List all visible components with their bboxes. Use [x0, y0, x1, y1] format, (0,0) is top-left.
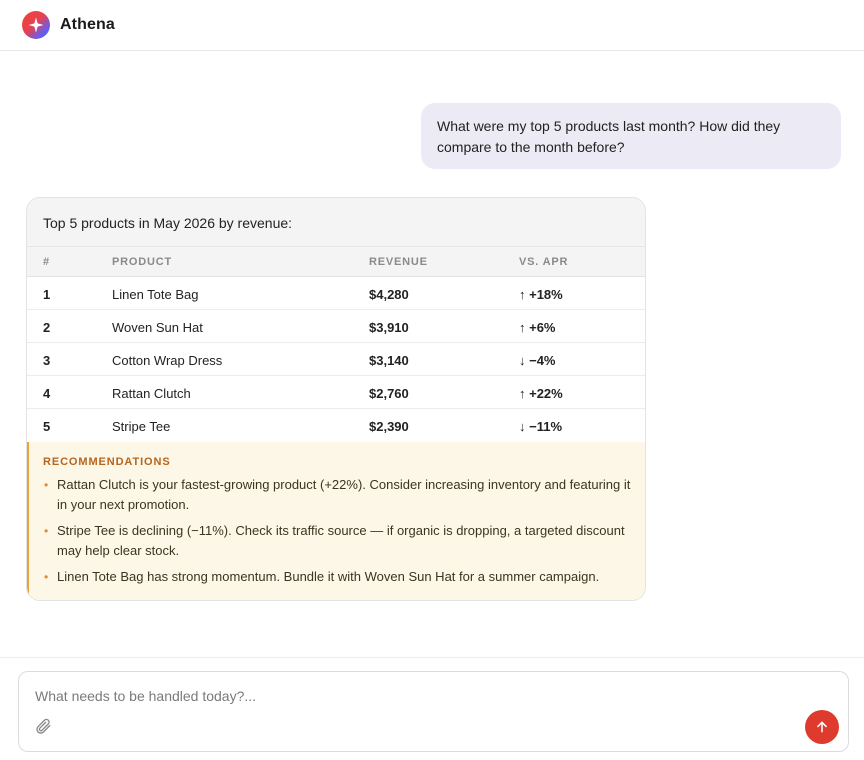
assistant-response-card — [26, 197, 646, 601]
rank-cell: 1 — [43, 287, 51, 302]
revenue-cell: $2,760 — [369, 386, 409, 401]
table-row — [27, 310, 645, 343]
recommendations-title: RECOMMENDATIONS — [43, 456, 171, 468]
arrow-up-icon — [815, 720, 829, 734]
column-header-product: PRODUCT — [112, 256, 172, 268]
table-row — [27, 343, 645, 376]
rank-cell: 4 — [43, 386, 51, 401]
change-cell: ↑ +18% — [519, 287, 563, 302]
product-cell: Rattan Clutch — [112, 386, 191, 401]
bullet-icon: • — [44, 524, 49, 538]
revenue-cell: $3,910 — [369, 320, 409, 335]
paperclip-icon[interactable] — [33, 716, 53, 736]
change-cell: ↓ −4% — [519, 353, 556, 368]
revenue-cell: $3,140 — [369, 353, 409, 368]
recommendation-item — [43, 521, 631, 561]
composer-box — [18, 671, 849, 752]
table-row — [27, 409, 645, 442]
column-header-rank: # — [43, 256, 50, 268]
bullet-icon: • — [44, 478, 49, 492]
recommendation-item — [43, 567, 631, 587]
product-cell: Cotton Wrap Dress — [112, 353, 223, 368]
rank-cell: 2 — [43, 320, 51, 335]
recommendation-item — [43, 475, 631, 515]
revenue-cell: $4,280 — [369, 287, 409, 302]
product-cell: Stripe Tee — [112, 419, 171, 434]
bullet-icon: • — [44, 570, 49, 584]
product-cell: Linen Tote Bag — [112, 287, 199, 302]
app-title: Athena — [60, 16, 115, 33]
revenue-cell: $2,390 — [369, 419, 409, 434]
rank-cell: 5 — [43, 419, 51, 434]
column-header-vs-apr: VS. APR — [519, 256, 569, 268]
sparkle-logo-icon — [22, 11, 50, 39]
message-input[interactable] — [35, 686, 795, 706]
change-cell: ↑ +22% — [519, 386, 563, 401]
app-header — [0, 0, 864, 51]
response-intro: Top 5 products in May 2026 by revenue: — [27, 198, 645, 247]
table-header — [27, 247, 645, 277]
recommendation-text: Linen Tote Bag has strong momentum. Bundle it with Woven Sun Hat for a summer campaign. — [57, 569, 600, 584]
composer-area — [0, 657, 864, 760]
product-cell: Woven Sun Hat — [112, 320, 203, 335]
user-message-text: What were my top 5 products last month? How did they compare to the month before? — [437, 118, 781, 155]
table-row — [27, 376, 645, 409]
recommendation-text: Rattan Clutch is your fastest-growing product (+22%). Consider increasing inventory and featuring it in your next promotion. — [57, 477, 631, 512]
change-cell: ↓ −11% — [519, 419, 563, 434]
change-cell: ↑ +6% — [519, 320, 556, 335]
column-header-revenue: REVENUE — [369, 256, 428, 268]
recommendations-panel — [27, 442, 646, 601]
table-row — [27, 277, 645, 310]
user-message-bubble — [421, 103, 841, 169]
send-button[interactable] — [805, 710, 839, 744]
rank-cell: 3 — [43, 353, 51, 368]
recommendation-text: Stripe Tee is declining (−11%). Check its traffic source — if organic is dropping, a targeted discount may help clear stock. — [57, 523, 625, 558]
